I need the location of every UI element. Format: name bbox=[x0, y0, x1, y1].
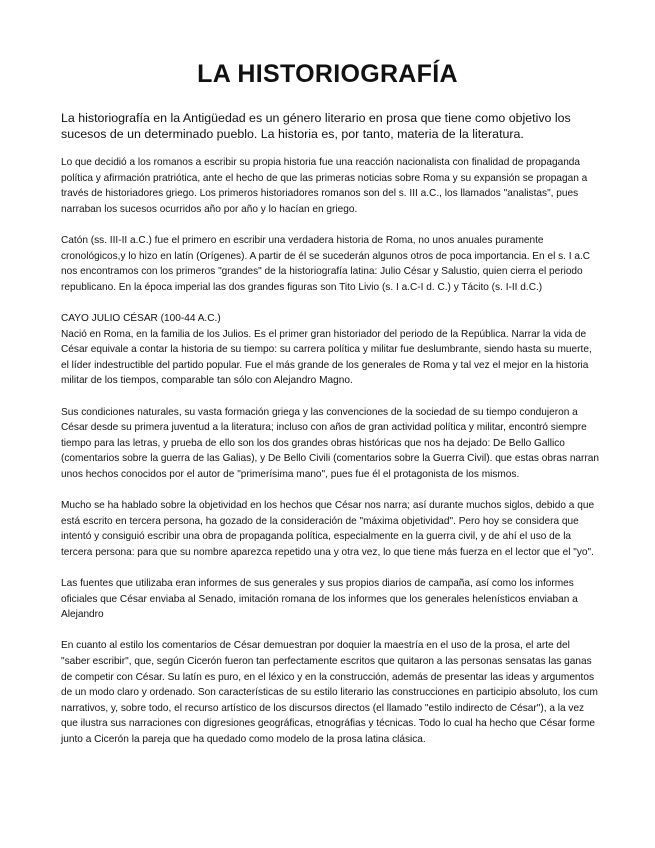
page-title: LA HISTORIOGRAFÍA bbox=[197, 60, 458, 88]
section-heading-caesar: CAYO JULIO CÉSAR (100-44 A.C.) bbox=[61, 312, 221, 324]
paragraph-sources: Las fuentes que utilizaba eran informes de sus generales y sus propios diarios de campaña, así como los informes oficiales que César enviaba al Senado, imitación romana de los informes que los generales helenísticos enviaban a Alejandro bbox=[61, 578, 578, 621]
paragraph-objectivity: Mucho se ha hablado sobre la objetividad en los hechos que César nos narra; así durante muchos siglos, debido a que está escrito en tercera persona, ha gozado de la consideración de "máxima objetividad". Pero hoy se considera que intentó y consiguió escribir una obra de propaganda política, especialmente en la guerra civil, y de ahí el uso de la tercera persona: para que su nombre aparezca repetido una y otra vez, lo que tiene más fuerza en el lector que el "yo". bbox=[61, 500, 595, 558]
document-body bbox=[61, 155, 601, 763]
paragraph-caesar-works: Sus condiciones naturales, su vasta formación griega y las convenciones de la sociedad de su tiempo condujeron a César desde su primera juventud a la literatura; incluso con años de gran actividad política y militar, encontró siempre tiempo para las letras, y prueba de ello son los dos grandes obras históricas que nos ha dejado: De Bello Gallico (comentarios sobre la guerra de las Galias), y De Bello Civili (comentarios sobre la Guerra Civil). que estas obras narran unos hechos conocidos por el autor de "primerísima mano", pues fue él el protagonista de los mismos. bbox=[61, 406, 599, 480]
section-caesar bbox=[61, 311, 601, 389]
paragraph-caton: Catón (ss. III-II a.C.) fue el primero en escribir una verdadera historia de Roma, no unos anuales puramente cronológicos,y lo hizo en latín (Orígenes). A partir de él se sucederán algunos otros de poca importancia. En el s. I a.C nos encontramos con los primeros "grandes" de la historiografía latina: Julio César y Salustio, quien cierra el periodo republicano. En la época imperial las dos grandes figuras son Tito Livio (s. I a.C-I d. C.) y Tácito (s. I-II d.C.) bbox=[61, 234, 591, 293]
paragraph-style: En cuanto al estilo los comentarios de César demuestran por doquier la maestría en el uso de la prosa, el arte del "saber escribir", que, según Cicerón fueron tan perfectamente escritos que quitaron a las personas sensatas las ganas de competir con César. Su latín es puro, en el léxico y en la construcción, además de presentar las ideas y argumentos de un modo claro y ordenado. Son características de su estilo literario las construcciones en participio absoluto, los cum narrativos, y, sobre todo, el recurso artístico de los discursos directos (el llamado "estilo indirecto de César"), a la vez que ilustra sus narraciones con digresiones geográficas, etnográfias y técnicas. Todo lo cual ha hecho que César forme junto a Cicerón la pareja que ha quedado como modelo de la prosa latina clásica. bbox=[61, 640, 598, 745]
intro-paragraph: La historiografía en la Antigüedad es un género literario en prosa que tiene como objetivo los sucesos de un determinado pueblo. La historia es, por tanto, materia de la literatura. bbox=[61, 111, 571, 141]
paragraph-caesar-life: Nació en Roma, en la familia de los Julios. Es el primer gran historiador del periodo de la República. Narrar la vida de César equivale a contar la historia de su tiempo: su carrera política y militar fue deslumbrante, siendo hasta su muerte, el líder indestructible del partido popular. Fue el más grande de los generales de Roma y tal vez el mejor en la historia militar de los tiempos, comparable tan sólo con Alejandro Magno. bbox=[61, 328, 592, 387]
paragraph-origins: Lo que decidió a los romanos a escribir su propia historia fue una reacción nacionalista con finalidad de propaganda política y afirmación pratriótica, ante el hecho de que las primeras noticias sobre Roma y su expansión se propagan a través de historiadores griego. Los primeros historiadores romanos son del s. III a.C., los llamados "analistas", pues narraban los sucesos ocurridos año por año y lo hacían en griego. bbox=[61, 157, 588, 215]
